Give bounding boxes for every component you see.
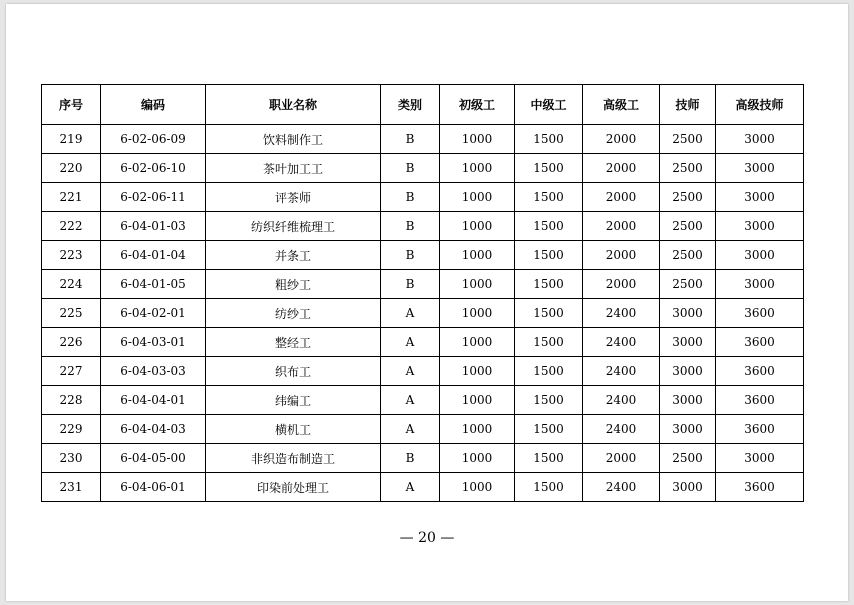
seq-cell: 225 xyxy=(42,299,101,328)
table-row xyxy=(42,183,804,212)
technician-cell: 3000 xyxy=(660,299,716,328)
category-cell: A xyxy=(381,357,440,386)
intermediate-cell: 1500 xyxy=(515,299,583,328)
table-row xyxy=(42,415,804,444)
code-cell: 6-04-03-03 xyxy=(101,357,206,386)
senior-technician-cell: 3000 xyxy=(716,444,804,473)
technician-cell: 3000 xyxy=(660,357,716,386)
senior-technician-cell: 3000 xyxy=(716,154,804,183)
seq-cell: 224 xyxy=(42,270,101,299)
category-cell: B xyxy=(381,125,440,154)
occupation-name-cell: 评茶师 xyxy=(206,183,381,212)
seq-cell: 226 xyxy=(42,328,101,357)
table-row xyxy=(42,328,804,357)
senior-technician-cell: 3600 xyxy=(716,386,804,415)
occupation-name-cell: 粗纱工 xyxy=(206,270,381,299)
seq-cell: 222 xyxy=(42,212,101,241)
table-row xyxy=(42,212,804,241)
junior-cell: 1000 xyxy=(440,444,515,473)
code-cell: 6-04-02-01 xyxy=(101,299,206,328)
occupation-name-cell: 整经工 xyxy=(206,328,381,357)
junior-cell: 1000 xyxy=(440,183,515,212)
senior-technician-cell: 3000 xyxy=(716,241,804,270)
junior-cell: 1000 xyxy=(440,125,515,154)
seq-cell: 220 xyxy=(42,154,101,183)
junior-cell: 1000 xyxy=(440,328,515,357)
technician-cell: 2500 xyxy=(660,212,716,241)
document-page xyxy=(6,4,848,601)
table-body xyxy=(42,125,804,502)
junior-cell: 1000 xyxy=(440,241,515,270)
technician-cell: 3000 xyxy=(660,386,716,415)
seq-cell: 219 xyxy=(42,125,101,154)
code-cell: 6-04-01-05 xyxy=(101,270,206,299)
code-cell: 6-04-03-01 xyxy=(101,328,206,357)
table-row xyxy=(42,357,804,386)
table-row xyxy=(42,386,804,415)
code-cell: 6-04-01-04 xyxy=(101,241,206,270)
senior-technician-cell: 3000 xyxy=(716,183,804,212)
header-senior: 高级工 xyxy=(583,85,660,125)
senior-cell: 2000 xyxy=(583,183,660,212)
junior-cell: 1000 xyxy=(440,415,515,444)
senior-cell: 2400 xyxy=(583,415,660,444)
category-cell: A xyxy=(381,473,440,502)
header-senior-technician: 高级技师 xyxy=(716,85,804,125)
technician-cell: 2500 xyxy=(660,270,716,299)
seq-cell: 228 xyxy=(42,386,101,415)
header-intermediate: 中级工 xyxy=(515,85,583,125)
table-row xyxy=(42,444,804,473)
seq-cell: 221 xyxy=(42,183,101,212)
senior-technician-cell: 3000 xyxy=(716,270,804,299)
senior-cell: 2400 xyxy=(583,357,660,386)
table-row xyxy=(42,270,804,299)
occupation-name-cell: 印染前处理工 xyxy=(206,473,381,502)
code-cell: 6-02-06-10 xyxy=(101,154,206,183)
senior-cell: 2000 xyxy=(583,212,660,241)
senior-cell: 2400 xyxy=(583,473,660,502)
code-cell: 6-04-04-03 xyxy=(101,415,206,444)
intermediate-cell: 1500 xyxy=(515,357,583,386)
senior-technician-cell: 3600 xyxy=(716,415,804,444)
header-junior: 初级工 xyxy=(440,85,515,125)
category-cell: B xyxy=(381,212,440,241)
senior-technician-cell: 3600 xyxy=(716,357,804,386)
junior-cell: 1000 xyxy=(440,270,515,299)
technician-cell: 2500 xyxy=(660,241,716,270)
table-row xyxy=(42,473,804,502)
intermediate-cell: 1500 xyxy=(515,154,583,183)
category-cell: A xyxy=(381,386,440,415)
occupation-name-cell: 茶叶加工工 xyxy=(206,154,381,183)
category-cell: B xyxy=(381,241,440,270)
category-cell: B xyxy=(381,183,440,212)
senior-cell: 2000 xyxy=(583,444,660,473)
code-cell: 6-04-05-00 xyxy=(101,444,206,473)
senior-technician-cell: 3000 xyxy=(716,212,804,241)
junior-cell: 1000 xyxy=(440,386,515,415)
occupation-name-cell: 并条工 xyxy=(206,241,381,270)
junior-cell: 1000 xyxy=(440,154,515,183)
table-row xyxy=(42,154,804,183)
intermediate-cell: 1500 xyxy=(515,183,583,212)
senior-cell: 2000 xyxy=(583,241,660,270)
senior-cell: 2400 xyxy=(583,299,660,328)
table-row xyxy=(42,125,804,154)
intermediate-cell: 1500 xyxy=(515,473,583,502)
header-occupation-name: 职业名称 xyxy=(206,85,381,125)
senior-technician-cell: 3600 xyxy=(716,473,804,502)
occupation-name-cell: 纺织纤维梳理工 xyxy=(206,212,381,241)
category-cell: A xyxy=(381,328,440,357)
occupation-name-cell: 纺纱工 xyxy=(206,299,381,328)
junior-cell: 1000 xyxy=(440,212,515,241)
header-technician: 技师 xyxy=(660,85,716,125)
senior-cell: 2000 xyxy=(583,154,660,183)
technician-cell: 2500 xyxy=(660,125,716,154)
occupation-name-cell: 饮料制作工 xyxy=(206,125,381,154)
occupation-subsidy-table xyxy=(41,84,804,502)
senior-cell: 2400 xyxy=(583,386,660,415)
junior-cell: 1000 xyxy=(440,473,515,502)
code-cell: 6-02-06-11 xyxy=(101,183,206,212)
intermediate-cell: 1500 xyxy=(515,125,583,154)
seq-cell: 229 xyxy=(42,415,101,444)
seq-cell: 230 xyxy=(42,444,101,473)
category-cell: B xyxy=(381,154,440,183)
senior-technician-cell: 3000 xyxy=(716,125,804,154)
header-code: 编码 xyxy=(101,85,206,125)
technician-cell: 3000 xyxy=(660,473,716,502)
seq-cell: 231 xyxy=(42,473,101,502)
table-row xyxy=(42,241,804,270)
intermediate-cell: 1500 xyxy=(515,328,583,357)
seq-cell: 223 xyxy=(42,241,101,270)
table-header-row xyxy=(42,85,804,125)
technician-cell: 3000 xyxy=(660,415,716,444)
senior-technician-cell: 3600 xyxy=(716,328,804,357)
senior-cell: 2000 xyxy=(583,125,660,154)
technician-cell: 2500 xyxy=(660,183,716,212)
intermediate-cell: 1500 xyxy=(515,415,583,444)
junior-cell: 1000 xyxy=(440,357,515,386)
intermediate-cell: 1500 xyxy=(515,270,583,299)
intermediate-cell: 1500 xyxy=(515,386,583,415)
occupation-name-cell: 织布工 xyxy=(206,357,381,386)
junior-cell: 1000 xyxy=(440,299,515,328)
occupation-name-cell: 非织造布制造工 xyxy=(206,444,381,473)
intermediate-cell: 1500 xyxy=(515,241,583,270)
technician-cell: 3000 xyxy=(660,328,716,357)
code-cell: 6-02-06-09 xyxy=(101,125,206,154)
seq-cell: 227 xyxy=(42,357,101,386)
page-number: — 20 — xyxy=(399,530,455,546)
intermediate-cell: 1500 xyxy=(515,212,583,241)
senior-technician-cell: 3600 xyxy=(716,299,804,328)
technician-cell: 2500 xyxy=(660,154,716,183)
category-cell: B xyxy=(381,444,440,473)
occupation-name-cell: 纬编工 xyxy=(206,386,381,415)
header-category: 类别 xyxy=(381,85,440,125)
code-cell: 6-04-06-01 xyxy=(101,473,206,502)
intermediate-cell: 1500 xyxy=(515,444,583,473)
senior-cell: 2000 xyxy=(583,270,660,299)
technician-cell: 2500 xyxy=(660,444,716,473)
category-cell: A xyxy=(381,299,440,328)
table-row xyxy=(42,299,804,328)
occupation-name-cell: 横机工 xyxy=(206,415,381,444)
senior-cell: 2400 xyxy=(583,328,660,357)
category-cell: B xyxy=(381,270,440,299)
header-seq: 序号 xyxy=(42,85,101,125)
category-cell: A xyxy=(381,415,440,444)
code-cell: 6-04-04-01 xyxy=(101,386,206,415)
code-cell: 6-04-01-03 xyxy=(101,212,206,241)
